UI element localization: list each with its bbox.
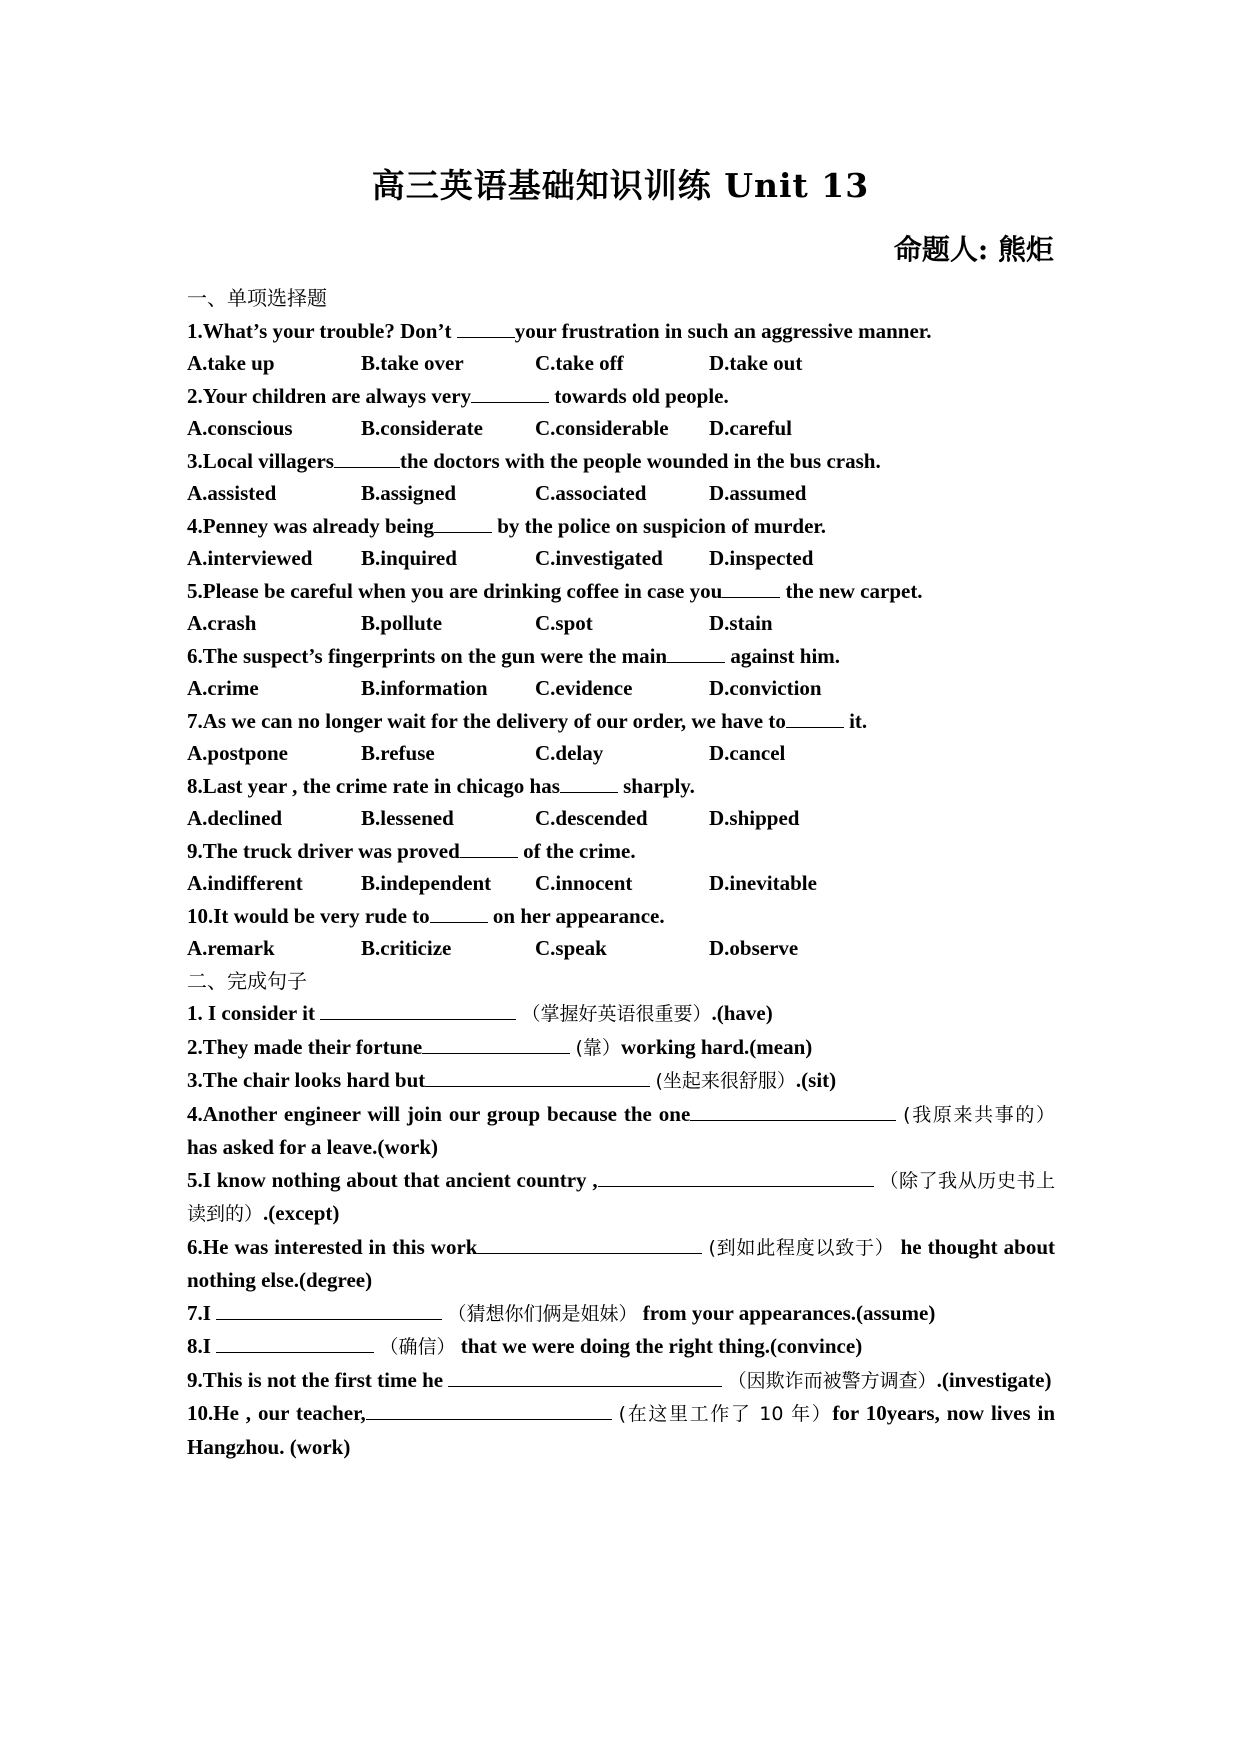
chinese-hint: (坐起来很舒服） [655, 1070, 796, 1092]
option: D.conviction [709, 676, 822, 700]
sentence-10 [187, 1397, 1055, 1463]
option: D.shipped [709, 806, 800, 830]
sentence-text: 9.This is not the first time he [187, 1367, 449, 1392]
sentence-text: 7.I [187, 1300, 217, 1325]
option: D.stain [709, 611, 773, 635]
chinese-hint: (靠） [575, 1036, 621, 1059]
question-text-end: the new carpet. [780, 578, 923, 603]
option: A.declined [187, 806, 283, 830]
question-text: 2.Your children are always very [187, 383, 472, 408]
option: C.descended [535, 806, 648, 830]
question-text: 4.Penney was already being [187, 513, 434, 538]
options-row [187, 347, 1055, 380]
chinese-hint: （掌握好英语很重要） [521, 1003, 712, 1025]
sentence-text-end: he thought about nothing else.(degree) [187, 1234, 1056, 1292]
answer-blank [216, 1301, 442, 1320]
sentence-text-end: .(have) [711, 1001, 773, 1025]
answer-blank [460, 839, 518, 858]
sentence-9 [187, 1364, 1055, 1398]
question-text-end: your frustration in such an aggressive manner. [514, 318, 932, 343]
option: B.lessened [361, 806, 454, 830]
answer-blank [690, 1102, 896, 1121]
chinese-hint: (到如此程度以致于） [708, 1236, 895, 1259]
question-text: 10.It would be very rude to [187, 903, 430, 928]
options-row [187, 542, 1055, 575]
sentence-text: 8.I [187, 1334, 217, 1358]
section2-heading: 二、完成句子 [187, 968, 307, 993]
answer-blank [667, 644, 725, 663]
option: C.investigated [535, 546, 663, 570]
option: C.associated [535, 481, 647, 505]
option: B.refuse [361, 741, 435, 765]
answer-blank [448, 1368, 722, 1387]
author-line: 命题人: 熊炬 [893, 233, 1054, 266]
option: B.information [361, 676, 488, 700]
option: C.considerable [535, 416, 669, 440]
option: D.inspected [709, 546, 814, 570]
sentence-1 [187, 997, 1055, 1031]
answer-blank [722, 579, 780, 598]
answer-blank [560, 774, 618, 793]
option: A.remark [187, 936, 275, 960]
question-10 [187, 900, 1055, 933]
answer-blank [430, 904, 488, 923]
question-text-end: of the crime. [517, 838, 636, 863]
sentence-5 [187, 1164, 1055, 1231]
option: B.pollute [361, 611, 443, 635]
options-row [187, 477, 1055, 510]
answer-blank [457, 319, 515, 338]
question-text-end: sharply. [617, 773, 695, 798]
answer-blank [320, 1001, 516, 1020]
option: A.crash [187, 611, 257, 635]
sentence-text-end: that we were doing the right thing.(convince) [455, 1334, 863, 1358]
question-2 [187, 380, 1055, 413]
answer-blank [334, 449, 400, 468]
question-7 [187, 705, 1055, 738]
options-row [187, 672, 1055, 705]
sentence-text-end: .(sit) [795, 1068, 837, 1092]
chinese-hint: （除了我从历史书上读到的） [187, 1169, 1055, 1225]
sentence-4 [187, 1098, 1055, 1164]
option: D.careful [709, 416, 793, 440]
options-row [187, 867, 1055, 900]
option: D.assumed [709, 481, 807, 505]
options-row [187, 412, 1055, 445]
question-6 [187, 640, 1055, 673]
sentence-text-end: working hard.(mean) [620, 1034, 813, 1059]
sentence-text: 10.He , our teacher, [187, 1401, 366, 1425]
section1-heading: 一、单项选择题 [187, 286, 327, 310]
options-row [187, 932, 1055, 965]
sentence-text: 1. I consider it [187, 1001, 321, 1025]
question-5 [187, 575, 1055, 608]
sentence-completion-list [187, 997, 1055, 1463]
sentence-text: 6.He was interested in this work [187, 1234, 478, 1259]
answer-blank [434, 514, 492, 533]
option: A.crime [187, 676, 259, 700]
chinese-hint: (我原来共事的） [903, 1103, 1055, 1126]
option: A.conscious [187, 416, 293, 440]
answer-blank [598, 1168, 874, 1187]
sentence-text: 2.They made their fortune [187, 1034, 423, 1059]
options-row [187, 802, 1055, 835]
option: C.spot [535, 611, 593, 635]
option: A.postpone [187, 741, 288, 765]
option: D.inevitable [709, 871, 817, 895]
question-text-end: by the police on suspicion of murder. [491, 513, 827, 538]
sentence-text-end: .(except) [263, 1201, 340, 1225]
option: B.considerate [361, 416, 483, 440]
answer-blank [786, 709, 844, 728]
option: D.observe [709, 936, 799, 960]
question-text: 9.The truck driver was proved [187, 838, 460, 863]
chinese-hint: (在这里工作了 10 年） [618, 1403, 833, 1425]
answer-blank [425, 1068, 650, 1087]
option: C.innocent [535, 871, 633, 895]
question-text-end: the doctors with the people wounded in the bus crash. [399, 448, 881, 473]
option: A.interviewed [187, 546, 313, 570]
option: A.indifferent [187, 871, 303, 895]
page-title: 高三英语基础知识训练 Unit 13 [371, 166, 870, 205]
sentence-text-end: from your appearances.(assume) [637, 1300, 936, 1325]
answer-blank [366, 1401, 612, 1420]
option: D.take out [709, 351, 803, 375]
option: A.take up [187, 351, 275, 375]
chinese-hint: （猜想你们俩是姐妹） [447, 1302, 638, 1325]
option: A.assisted [187, 481, 277, 505]
sentence-text-end: for 10years, now lives in Hangzhou. (work) [187, 1401, 1056, 1459]
question-text: 3.Local villagers [187, 448, 334, 473]
answer-blank [477, 1235, 702, 1254]
option: C.delay [535, 741, 604, 765]
sentence-text: 5.I know nothing about that ancient country , [187, 1167, 598, 1192]
question-text: 7.As we can no longer wait for the delivery of our order, we have to [187, 708, 786, 733]
answer-blank [216, 1334, 374, 1353]
question-3 [187, 445, 1055, 478]
option: B.take over [361, 351, 464, 375]
chinese-hint: （确信） [379, 1336, 456, 1358]
exercise-content [187, 282, 1055, 1463]
question-text-end: against him. [725, 643, 841, 668]
sentence-text: 4.Another engineer will join our group because the one [187, 1101, 691, 1126]
options-row [187, 607, 1055, 640]
question-4 [187, 510, 1055, 543]
option: C.evidence [535, 676, 633, 700]
answer-blank [422, 1035, 570, 1054]
question-1 [187, 315, 1055, 348]
sentence-text-end: .(investigate) [936, 1367, 1052, 1392]
multiple-choice-list [187, 315, 1055, 965]
option: B.inquired [361, 546, 457, 570]
options-row [187, 737, 1055, 770]
sentence-2 [187, 1031, 1055, 1065]
sentence-8 [187, 1330, 1055, 1364]
question-text: 5.Please be careful when you are drinking coffee in case you [187, 578, 723, 603]
option: B.assigned [361, 481, 457, 505]
option: D.cancel [709, 741, 786, 765]
question-text: 6.The suspect’s fingerprints on the gun were the main [187, 643, 668, 668]
option: B.criticize [361, 936, 452, 960]
question-8 [187, 770, 1055, 803]
sentence-6 [187, 1231, 1055, 1297]
question-text: 8.Last year , the crime rate in chicago has [187, 773, 560, 798]
answer-blank [471, 384, 549, 403]
question-text: 1.What’s your trouble? Don’t [187, 318, 457, 343]
option: C.take off [535, 351, 624, 375]
option: C.speak [535, 936, 607, 960]
sentence-text: 3.The chair looks hard but [187, 1068, 426, 1092]
chinese-hint: （因欺诈而被警方调查） [727, 1369, 937, 1392]
question-text-end: it. [843, 708, 868, 733]
sentence-text-end: has asked for a leave.(work) [187, 1135, 439, 1159]
question-text-end: towards old people. [549, 383, 729, 408]
option: B.independent [361, 871, 492, 895]
question-text-end: on her appearance. [487, 903, 665, 928]
question-9 [187, 835, 1055, 868]
sentence-7 [187, 1297, 1055, 1331]
sentence-3 [187, 1064, 1055, 1098]
